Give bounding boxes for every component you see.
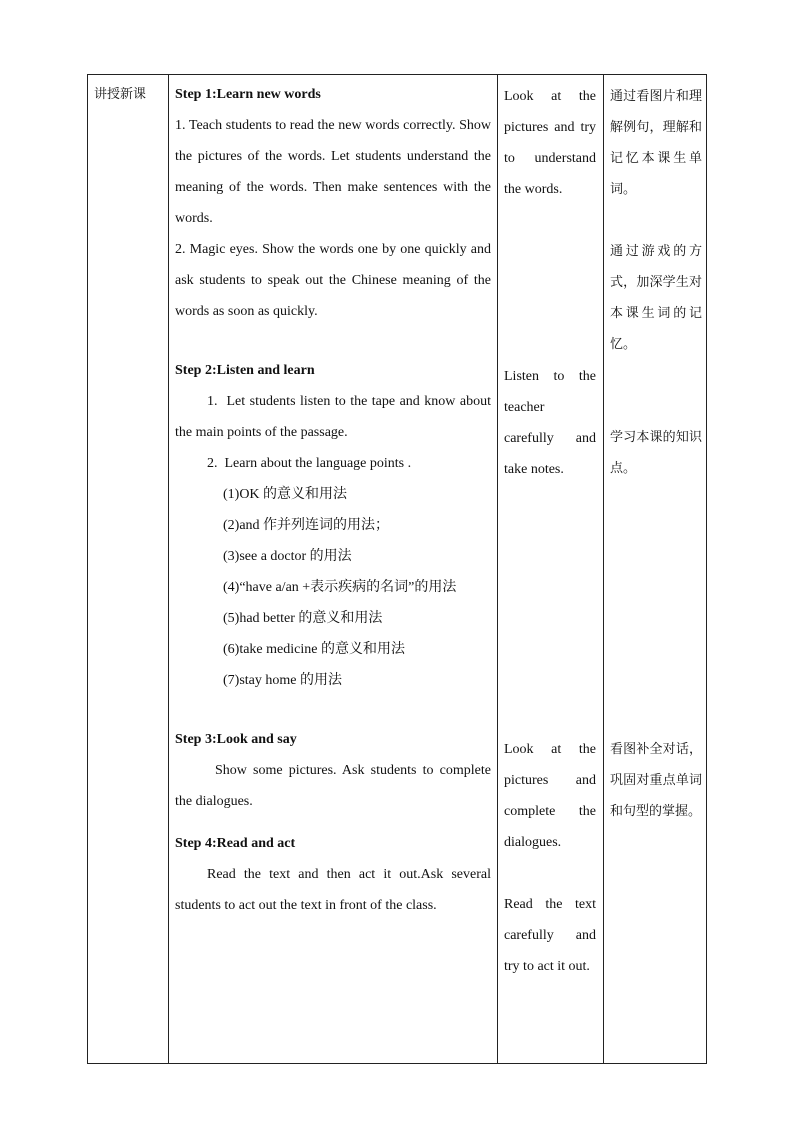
- step4-title: Step 4:Read and act: [175, 836, 296, 851]
- step2-item-1: [175, 386, 491, 448]
- language-point: (2)and 作并列连词的用法；: [223, 518, 390, 533]
- step2-item-1-number: 1.: [207, 394, 218, 409]
- step2-item-2-number: 2.: [207, 456, 218, 471]
- step1-paragraph-1: 1. Teach students to read the new words correctly. Show the pictures of the words. Let students understand the meaning of the words. Then make sentences with the words.: [175, 118, 491, 226]
- row-label: 讲授新课: [94, 87, 147, 102]
- student-activity-cell: [497, 75, 603, 1063]
- step2-item-2: [175, 448, 491, 479]
- student-activity-1: Look at the pictures and try to understand the words.: [504, 89, 596, 197]
- language-point: (5)had better 的意义和用法: [223, 611, 383, 626]
- teacher-activity-cell: [168, 75, 497, 1063]
- step4-text: Read the text and then act it out.Ask several students to act out the text in front of the class.: [175, 867, 491, 913]
- step2-item-1-text: Let students listen to the tape and know about the main points of the passage.: [175, 394, 491, 440]
- purpose-3: 学习本课的知识点。: [610, 430, 702, 476]
- purpose-1: 通过看图片和理解例句，理解和记忆本课生单词。: [610, 89, 702, 197]
- purpose-cell: [603, 75, 708, 1063]
- student-activity-3: Look at the pictures and complete the dialogues.: [504, 742, 596, 850]
- step1-paragraph-2: 2. Magic eyes. Show the words one by one quickly and ask students to speak out the Chinese meaning of the words as soon as quickly.: [175, 242, 491, 319]
- language-point: (4)“have a/an +表示疾病的名词”的用法: [223, 580, 457, 595]
- student-activity-4: Read the text carefully and try to act it out.: [504, 897, 596, 974]
- language-point: (7)stay home 的用法: [223, 673, 342, 688]
- step1-title: Step 1:Learn new words: [175, 87, 321, 102]
- language-point: (1)OK 的意义和用法: [223, 487, 348, 502]
- language-point: (6)take medicine 的意义和用法: [223, 642, 405, 657]
- purpose-2: 通过游戏的方式，加深学生对本课生词的记忆。: [610, 244, 702, 352]
- step2-title: Step 2:Listen and learn: [175, 363, 315, 378]
- row-label-cell: [88, 75, 168, 1063]
- student-activity-2: Listen to the teacher carefully and take notes.: [504, 369, 596, 477]
- step3-text: Show some pictures. Ask students to complete the dialogues.: [175, 763, 491, 809]
- lesson-plan-table: [87, 74, 707, 1064]
- language-point: (3)see a doctor 的用法: [223, 549, 352, 564]
- step3-title: Step 3:Look and say: [175, 732, 297, 747]
- purpose-4: 看图补全对话，巩固对重点单词和句型的掌握。: [610, 742, 702, 819]
- step2-item-2-text: Learn about the language points .: [224, 456, 412, 471]
